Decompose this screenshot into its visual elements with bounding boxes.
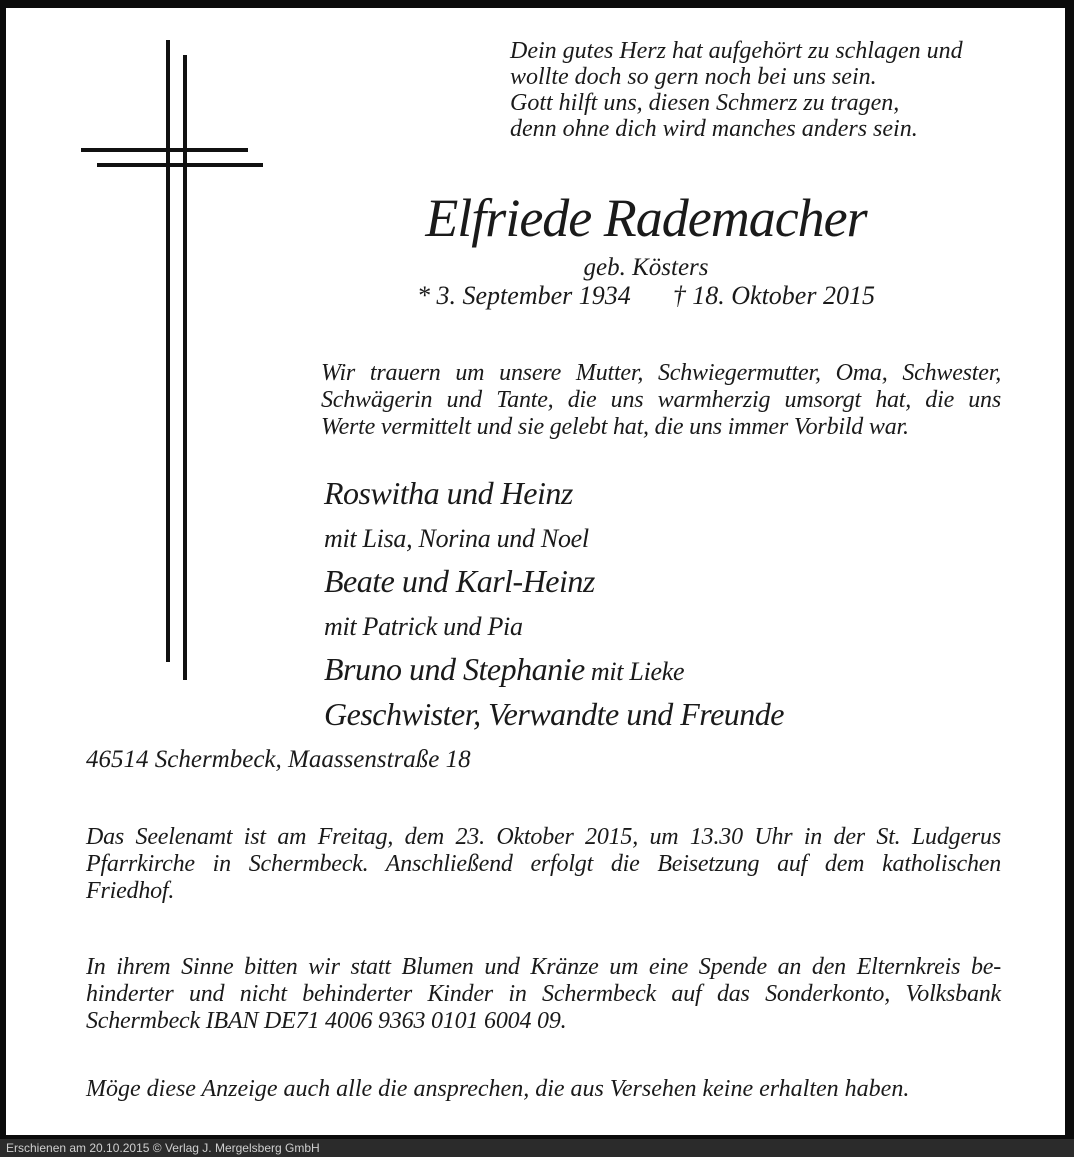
death-date: † 18. Oktober 2015 (672, 281, 875, 310)
obituary-card (6, 8, 1065, 1135)
mourner-name: mit Patrick und Pia (324, 612, 523, 641)
text-line: wollte doch so gern noch bei uns sein. (510, 64, 877, 90)
cross-icon (6, 8, 306, 708)
mourner-name: Bruno und Stephanie (324, 651, 585, 687)
mourner-name: mit Lieke (584, 657, 685, 686)
mourners-list (324, 474, 1024, 740)
birth-date: * 3. September 1934 (417, 281, 631, 310)
mourner-entry (324, 562, 1024, 607)
memorial-verse (510, 38, 1010, 142)
mourner-entry (324, 519, 1024, 562)
text-line: hinderter und nicht behinderter Kinder in Schermbeck auf das Sonderkonto, Volksbank (86, 981, 1001, 1007)
mourner-name: mit Lisa, Norina und Noel (324, 524, 589, 553)
cross-line (81, 148, 248, 152)
text-line: Friedhof. (86, 878, 175, 904)
text-line: Wir trauern um unsere Mutter, Schwiegermutter, Oma, Schwester, (321, 360, 1001, 386)
text-line: Dein gutes Herz hat aufgehört zu schlagen und (510, 38, 963, 64)
address-line: 46514 Schermbeck, Maassenstraße 18 (86, 746, 471, 773)
text-line: Pfarrkirche in Schermbeck. Anschließend erfolgt die Beisetzung auf dem katholischen (86, 851, 1001, 877)
mourner-entry (324, 474, 1024, 519)
life-dates (306, 281, 986, 311)
mourner-entry (324, 607, 1024, 650)
text-line: Schwägerin und Tante, die uns warmherzig umsorgt hat, die uns (321, 387, 1001, 413)
text-line: Schermbeck IBAN DE71 4006 9363 0101 6004 09. (86, 1008, 567, 1034)
mourner-entry (324, 650, 1024, 695)
mourning-text (321, 360, 1001, 441)
text-line: Gott hilft uns, diesen Schmerz zu tragen, (510, 90, 900, 116)
mourner-name: Roswitha und Heinz (324, 475, 573, 511)
mourner-name: Beate und Karl-Heinz (324, 563, 595, 599)
mourner-name: Geschwister, Verwandte und Freunde (324, 696, 784, 732)
cross-line (166, 40, 170, 662)
text-line: In ihrem Sinne bitten wir statt Blumen und Kränze um eine Spende an den Elternkreis be- (86, 954, 1001, 980)
deceased-name: Elfriede Rademacher (425, 188, 867, 248)
publisher-footer (0, 1139, 1074, 1157)
text-line: Das Seelenamt ist am Freitag, dem 23. Oktober 2015, um 13.30 Uhr in der St. Ludgerus (86, 824, 1001, 850)
maiden-name: geb. Kösters (583, 254, 709, 281)
cross-line (97, 163, 263, 167)
service-info (86, 824, 1001, 905)
text-line: denn ohne dich wird manches anders sein. (510, 116, 918, 142)
closing-line: Möge diese Anzeige auch alle die ansprechen, die aus Versehen keine erhalten haben. (86, 1076, 910, 1102)
donation-info (86, 954, 1001, 1035)
mourner-entry (324, 695, 1024, 740)
text-line: Werte vermittelt und sie gelebt hat, die uns immer Vorbild war. (321, 414, 909, 440)
publisher-credit: Erschienen am 20.10.2015 © Verlag J. Mergelsberg GmbH (6, 1141, 320, 1155)
